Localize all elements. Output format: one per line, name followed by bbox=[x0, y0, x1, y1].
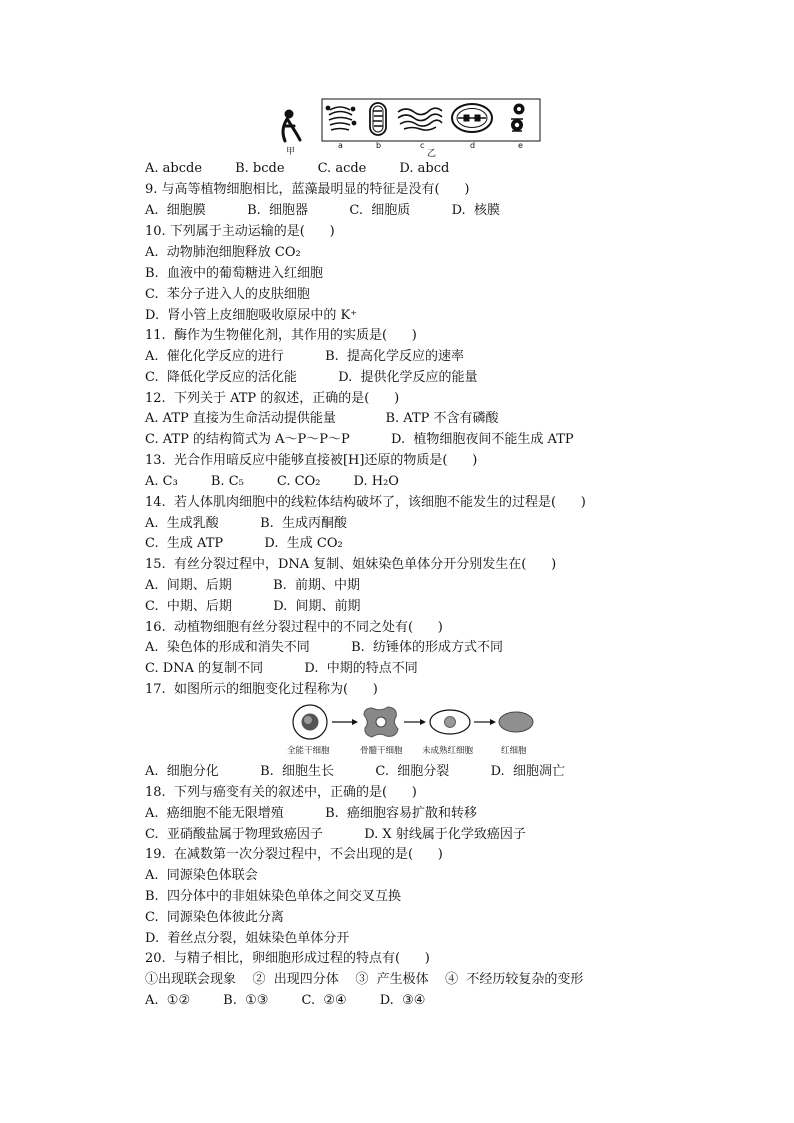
q15-options-ab: A. 间期、后期 B. 前期、中期 bbox=[145, 578, 361, 593]
q12-stem: 12. 下列关于 ATP 的叙述，正确的是( ) bbox=[145, 391, 400, 406]
q10-option-c: C. 苯分子进入人的皮肤细胞 bbox=[145, 287, 310, 302]
organelle-label-e: e bbox=[518, 141, 523, 150]
q18-options-cd: C. 亚硝酸盐属于物理致癌因子 D. X 射线属于化学致癌因子 bbox=[145, 827, 526, 842]
q18-options-ab: A. 癌细胞不能无限增殖 B. 癌细胞容易扩散和转移 bbox=[145, 806, 478, 821]
q16-stem: 16. 动植物细胞有丝分裂过程中的不同之处有( ) bbox=[145, 620, 443, 635]
immature-red-blood-cell-icon bbox=[430, 710, 470, 734]
q8-options: A. abcde B. bcde C. acde D. abcd bbox=[145, 161, 450, 176]
q15-options-cd: C. 中期、后期 D. 间期、前期 bbox=[145, 599, 361, 614]
q18-stem: 18. 下列与癌变有关的叙述中，正确的是( ) bbox=[145, 785, 417, 800]
q16-options-ab: A. 染色体的形成和消失不同 B. 纺锤体的形成方式不同 bbox=[145, 640, 504, 655]
red-blood-cell-icon bbox=[499, 712, 533, 732]
q15-stem: 15. 有丝分裂过程中，DNA 复制、姐妹染色单体分开分别发生在( ) bbox=[145, 557, 557, 572]
q17-stem: 17. 如图所示的细胞变化过程称为( ) bbox=[145, 682, 378, 697]
bone-marrow-stem-cell-icon bbox=[364, 707, 398, 737]
q13-stem: 13. 光合作用暗反应中能够直接被[H]还原的物质是( ) bbox=[145, 453, 478, 468]
q9-options: A. 细胞膜 B. 细胞器 C. 细胞质 D. 核膜 bbox=[145, 203, 500, 218]
cell-differentiation-figure bbox=[284, 702, 544, 760]
q11-stem: 11. 酶作为生物催化剂，其作用的实质是( ) bbox=[145, 328, 417, 343]
organelle-c-er-icon bbox=[398, 108, 442, 130]
q10-option-d: D. 肾小管上皮细胞吸收原尿中的 K⁺ bbox=[145, 308, 358, 323]
q17-options: A. 细胞分化 B. 细胞生长 C. 细胞分裂 D. 细胞凋亡 bbox=[145, 764, 565, 779]
figure-jia-label: 甲 bbox=[286, 147, 296, 157]
organelle-label-c: c bbox=[420, 141, 425, 150]
organelle-label-a: a bbox=[338, 141, 343, 150]
label-immature-red-blood-cell: 未成熟红细胞 bbox=[422, 746, 474, 756]
q9-stem: 9. 与高等植物细胞相比，蓝藻最明显的特征是没有( ) bbox=[145, 182, 470, 197]
figure-yi-frame bbox=[322, 99, 540, 141]
q11-options-ab: A. 催化化学反应的进行 B. 提高化学反应的速率 bbox=[145, 349, 465, 364]
q12-options-cd: C. ATP 的结构简式为 A～P～P～P D. 植物细胞夜间不能生成 ATP bbox=[145, 432, 574, 447]
q19-option-d: D. 着丝点分裂，姐妹染色单体分开 bbox=[145, 931, 350, 946]
label-red-blood-cell: 红细胞 bbox=[501, 746, 527, 756]
q20-stem: 20. 与精子相比，卵细胞形成过程的特点有( ) bbox=[145, 951, 430, 966]
q10-option-a: A. 动物肺泡细胞释放 CO₂ bbox=[145, 245, 301, 260]
q19-option-c: C. 同源染色体彼此分离 bbox=[145, 910, 284, 925]
organelle-e-centriole-icon bbox=[511, 104, 525, 132]
arrow-icon bbox=[404, 719, 426, 725]
q19-stem: 19. 在减数第一次分裂过程中，不会出现的是( ) bbox=[145, 847, 443, 862]
arrow-icon bbox=[332, 719, 358, 725]
organelle-label-b: b bbox=[376, 141, 382, 150]
totipotent-stem-cell-icon bbox=[293, 705, 327, 739]
q12-options-ab: A. ATP 直接为生命活动提供能量 B. ATP 不含有磷酸 bbox=[145, 411, 499, 426]
q10-option-b: B. 血液中的葡萄糖进入红细胞 bbox=[145, 266, 323, 281]
q14-options-ab: A. 生成乳酸 B. 生成丙酮酸 bbox=[145, 516, 348, 531]
organelle-label-d: d bbox=[470, 141, 476, 150]
label-bone-marrow-stem-cell: 骨髓干细胞 bbox=[360, 746, 403, 756]
q19-option-a: A. 同源染色体联会 bbox=[145, 868, 258, 883]
label-totipotent-stem-cell: 全能干细胞 bbox=[287, 746, 330, 756]
organelle-a-golgi-icon bbox=[326, 106, 355, 130]
organelle-d-chloroplast-icon bbox=[452, 104, 492, 132]
q13-options: A. C₃ B. C₅ C. CO₂ D. H₂O bbox=[145, 474, 399, 489]
q16-options-cd: C. DNA 的复制不同 D. 中期的特点不同 bbox=[145, 661, 418, 676]
q20-statements: ①出现联会现象 ② 出现四分体 ③ 产生极体 ④ 不经历较复杂的变形 bbox=[145, 972, 584, 987]
organelle-b-mitochondrion-icon bbox=[370, 103, 386, 135]
figure-yi-label: 乙 bbox=[427, 149, 437, 158]
q11-options-cd: C. 降低化学反应的活化能 D. 提供化学反应的能量 bbox=[145, 370, 478, 385]
q10-stem: 10. 下列属于主动运输的是( ) bbox=[145, 224, 335, 239]
q20-options: A. ①② B. ①③ C. ②④ D. ③④ bbox=[145, 993, 426, 1008]
figure-jia bbox=[283, 110, 300, 142]
q14-stem: 14. 若人体肌肉细胞中的线粒体结构破坏了，该细胞不能发生的过程是( ) bbox=[145, 495, 586, 510]
arrow-icon bbox=[474, 719, 496, 725]
q19-option-b: B. 四分体中的非姐妹染色单体之间交叉互换 bbox=[145, 889, 401, 904]
q14-options-cd: C. 生成 ATP D. 生成 CO₂ bbox=[145, 536, 343, 551]
organelle-figure bbox=[276, 96, 546, 158]
